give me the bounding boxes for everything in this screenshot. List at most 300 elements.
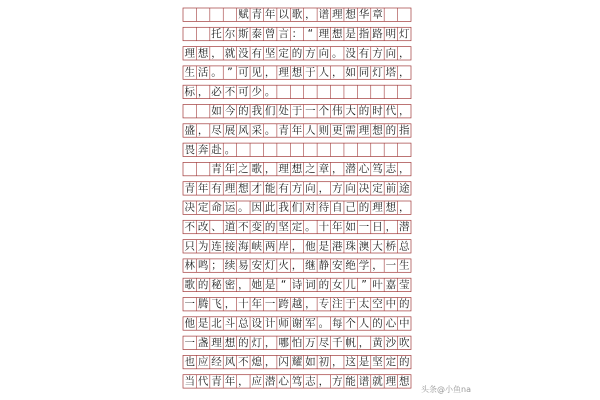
- grid-char: 闪: [278, 356, 289, 369]
- grid-row: [183, 374, 411, 388]
- grid-char: 之: [305, 163, 316, 176]
- grid-row: [183, 355, 411, 369]
- grid-char: 有: [251, 47, 263, 60]
- grid-char: 叶: [372, 278, 383, 291]
- grid-char: 年: [291, 124, 303, 137]
- grid-char: 她: [251, 278, 263, 291]
- grid-char: 指: [358, 28, 370, 41]
- grid-char: 是: [358, 356, 370, 369]
- grid-char: 标: [184, 85, 195, 98]
- grid-char: 理: [184, 47, 195, 60]
- grid-char: 活: [197, 66, 209, 79]
- grid-char: 不: [224, 85, 236, 98]
- grid-char: 以: [278, 8, 289, 21]
- grid-char: 明: [385, 28, 397, 41]
- grid-row: [183, 27, 411, 41]
- grid-char: 灯: [399, 28, 410, 41]
- grid-char: 年: [264, 8, 276, 21]
- grid-char: 理: [278, 66, 289, 79]
- grid-char: 理: [385, 375, 397, 388]
- grid-char: “: [280, 278, 287, 291]
- grid-char: 飞: [211, 298, 222, 311]
- grid-char: 赋: [238, 8, 249, 21]
- grid-char: ，: [358, 336, 370, 349]
- grid-char: 处: [278, 105, 289, 118]
- grid-char: 需: [345, 124, 356, 137]
- grid-char: 是: [345, 28, 356, 41]
- grid-char: 尔: [224, 28, 236, 41]
- grid-char: ，: [318, 182, 330, 195]
- grid-char: 途: [399, 182, 410, 195]
- grid-char: 怕: [291, 336, 303, 349]
- grid-char: ，: [264, 336, 276, 349]
- grid-char: 安: [331, 259, 343, 272]
- grid-char: 鸣: [197, 259, 209, 272]
- grid-char: 盛: [184, 124, 195, 137]
- grid-char: 连: [211, 240, 222, 253]
- grid-char: 理: [358, 124, 370, 137]
- grid-char: 坚: [264, 47, 276, 60]
- grid-char: 尽: [211, 124, 222, 137]
- grid-char: 安: [251, 259, 263, 272]
- grid-char: 更: [331, 124, 343, 137]
- grid-char: 可: [238, 85, 249, 98]
- grid-row: [183, 297, 411, 311]
- grid-char: 专: [318, 298, 330, 311]
- grid-char: 自: [331, 201, 343, 214]
- grid-char: 就: [372, 375, 383, 388]
- grid-char: 理: [211, 336, 222, 349]
- grid-char: 的: [238, 105, 249, 118]
- grid-char: 万: [305, 336, 316, 349]
- grid-char: 定: [291, 221, 303, 234]
- grid-row: [183, 259, 411, 273]
- grid-char: 空: [372, 298, 383, 311]
- grid-char: 黄: [372, 336, 383, 349]
- grid-char: 想: [331, 28, 343, 41]
- grid-char: 同: [358, 66, 370, 79]
- grid-char: 跨: [278, 298, 289, 311]
- grid-row: [183, 239, 411, 253]
- grid-char: 年: [331, 221, 343, 234]
- grid-char: 方: [291, 182, 303, 195]
- grid-row: [183, 317, 411, 331]
- grid-char: 总: [399, 240, 410, 253]
- grid-char: 是: [318, 240, 330, 253]
- grid-char: 则: [318, 124, 330, 137]
- grid-char: 一: [264, 298, 276, 311]
- grid-char: 人: [318, 66, 330, 79]
- grid-char: 总: [238, 317, 249, 330]
- grid-char: 今: [224, 105, 236, 118]
- grid-char: 的: [238, 336, 249, 349]
- grid-char: 我: [251, 105, 263, 118]
- grid-char: 定: [197, 201, 209, 214]
- grid-char: 应: [197, 356, 209, 369]
- grid-char: 的: [264, 221, 276, 234]
- grid-char: 斗: [224, 317, 236, 330]
- grid-char: 秘: [211, 278, 222, 291]
- grid-char: ，: [211, 47, 222, 60]
- grid-char: 日: [372, 221, 383, 234]
- grid-char: ，: [399, 66, 410, 79]
- grid-char: 不: [238, 356, 249, 369]
- grid-char: ，: [385, 221, 397, 234]
- grid-char: 年: [251, 298, 263, 311]
- grid-char: 的: [358, 105, 370, 118]
- grid-char: 年: [197, 182, 209, 195]
- grid-char: ，: [399, 163, 410, 176]
- grid-char: 潜: [264, 375, 276, 388]
- grid-char: 继: [305, 259, 316, 272]
- grid-char: 曾: [264, 28, 276, 41]
- grid-char: 塔: [385, 66, 397, 79]
- grid-char: 北: [211, 317, 222, 330]
- grid-char: ，: [264, 356, 276, 369]
- grid-char: 林: [184, 259, 195, 272]
- grid-char: 生: [184, 66, 195, 79]
- grid-char: 澳: [358, 240, 370, 253]
- grid-char: 有: [278, 182, 289, 195]
- grid-char: 们: [264, 105, 276, 118]
- grid-char: 有: [358, 47, 370, 60]
- grid-char: 两: [264, 240, 276, 253]
- grid-char: 理: [372, 201, 383, 214]
- grid-char: 有: [211, 182, 222, 195]
- grid-char: 时: [372, 105, 383, 118]
- grid-char: 定: [278, 47, 289, 60]
- grid-char: 理: [331, 8, 343, 21]
- grid-char: 方: [331, 375, 343, 388]
- grid-char: 对: [305, 201, 316, 214]
- grid-char: 是: [197, 317, 209, 330]
- grid-char: 灯: [372, 66, 383, 79]
- grid-row: [183, 162, 411, 176]
- grid-char: 潜: [345, 163, 356, 176]
- grid-char: 章: [372, 8, 383, 21]
- grid-char: 想: [224, 336, 236, 349]
- grid-char: 心: [278, 375, 289, 388]
- grid-char: 定: [372, 182, 383, 195]
- grid-char: 道: [224, 221, 236, 234]
- grid-row: [183, 181, 411, 195]
- grid-char: 章: [318, 163, 330, 176]
- grid-char: 学: [358, 259, 370, 272]
- grid-char: 笃: [372, 163, 383, 176]
- grid-char: 尽: [318, 336, 330, 349]
- grid-char: 谱: [358, 375, 370, 388]
- grid-char: ；: [211, 259, 222, 272]
- grid-row: [183, 66, 411, 80]
- grid-char: 于: [305, 66, 316, 79]
- grid-char: 莹: [399, 278, 410, 291]
- grid-char: 青: [184, 182, 195, 195]
- grid-char: 的: [197, 278, 209, 291]
- grid-char: 为: [197, 240, 209, 253]
- grid-char: 向: [385, 47, 397, 60]
- grid-char: 人: [358, 317, 370, 330]
- grid-char: 志: [385, 163, 397, 176]
- grid-char: ，: [291, 240, 303, 253]
- grid-row: [183, 278, 411, 292]
- grid-char: 没: [345, 47, 356, 60]
- grid-char: 绝: [345, 259, 356, 272]
- grid-char: 一: [184, 336, 195, 349]
- grid-char: 定: [385, 356, 397, 369]
- grid-char: 潜: [399, 221, 410, 234]
- grid-char: 灯: [251, 336, 263, 349]
- grid-char: 嘉: [385, 278, 397, 291]
- grid-char: 言: [278, 28, 289, 41]
- grid-char: 海: [238, 240, 249, 253]
- grid-row: [183, 85, 411, 99]
- grid-char: ，: [197, 85, 209, 98]
- grid-char: 大: [345, 105, 356, 118]
- grid-char: ，: [224, 298, 236, 311]
- grid-char: “: [307, 28, 314, 41]
- grid-char: 每: [331, 317, 343, 330]
- grid-char: ，: [264, 66, 276, 79]
- grid-char: 的: [385, 124, 397, 137]
- grid-row: [183, 201, 411, 215]
- grid-char: ，: [305, 8, 316, 21]
- grid-char: 中: [385, 298, 397, 311]
- grid-char: ，: [264, 163, 276, 176]
- grid-char: 方: [372, 47, 383, 60]
- grid-char: 师: [278, 317, 289, 330]
- grid-char: 泰: [251, 28, 263, 41]
- grid-char: 歌: [251, 163, 263, 176]
- grid-char: 一: [358, 221, 370, 234]
- grid-char: 的: [372, 317, 383, 330]
- grid-char: ，: [238, 375, 249, 388]
- grid-char: 只: [184, 240, 195, 253]
- grid-char: 接: [224, 240, 236, 253]
- grid-char: 哪: [278, 336, 289, 349]
- grid-char: 。: [211, 66, 222, 79]
- grid-char: 这: [345, 356, 356, 369]
- grid-char: 大: [372, 240, 383, 253]
- grid-char: ，: [399, 201, 410, 214]
- grid-char: ，: [331, 163, 343, 176]
- grid-char: 千: [331, 336, 343, 349]
- grid-char: 的: [318, 278, 330, 291]
- grid-char: 伟: [331, 105, 343, 118]
- grid-char: ，: [331, 356, 343, 369]
- grid-char: 想: [291, 163, 303, 176]
- grid-char: 熄: [251, 356, 263, 369]
- grid-char: 想: [197, 47, 209, 60]
- grid-char: 方: [331, 182, 343, 195]
- manuscript-grid: [181, 4, 413, 396]
- grid-char: 采: [251, 124, 263, 137]
- grid-char: 人: [305, 124, 316, 137]
- grid-char: 歌: [291, 8, 303, 21]
- watermark: 头条@小鱼na: [421, 385, 471, 394]
- grid-char: 注: [331, 298, 343, 311]
- grid-char: 想: [291, 66, 303, 79]
- grid-char: 军: [305, 317, 316, 330]
- grid-char: 沙: [385, 336, 397, 349]
- grid-row: [183, 143, 411, 157]
- grid-char: 坚: [372, 356, 383, 369]
- grid-char: ，: [238, 278, 249, 291]
- grid-char: 青: [211, 375, 222, 388]
- grid-char: 静: [318, 259, 330, 272]
- grid-char: 。: [238, 201, 249, 214]
- grid-char: 必: [211, 85, 222, 98]
- grid-char: 。: [331, 47, 343, 60]
- grid-char: 见: [251, 66, 263, 79]
- grid-char: 此: [264, 201, 276, 214]
- grid-char: 想: [345, 8, 356, 21]
- grid-char: 。: [305, 221, 316, 234]
- grid-char: 赴: [211, 143, 222, 156]
- grid-char: 的: [291, 47, 303, 60]
- grid-char: 因: [251, 201, 263, 214]
- grid-char: ，: [318, 375, 330, 388]
- grid-char: 歌: [184, 278, 195, 291]
- grid-char: 谢: [291, 317, 303, 330]
- grid-char: 想: [238, 182, 249, 195]
- grid-char: 少: [251, 85, 263, 98]
- grid-char: 儿: [345, 278, 356, 291]
- grid-char: 不: [238, 221, 249, 234]
- grid-char: 。: [264, 85, 276, 98]
- grid-char: 不: [184, 221, 195, 234]
- grid-char: 设: [251, 317, 263, 330]
- grid-char: 向: [318, 47, 330, 60]
- grid-char: 太: [358, 298, 370, 311]
- grid-char: 的: [358, 201, 370, 214]
- grid-char: 决: [184, 201, 195, 214]
- grid-char: 一: [305, 105, 316, 118]
- grid-char: 可: [238, 66, 249, 79]
- grid-char: ”: [361, 278, 367, 291]
- grid-char: ，: [197, 124, 209, 137]
- grid-char: 易: [238, 259, 249, 272]
- grid-char: 如: [211, 105, 222, 118]
- grid-char: 他: [305, 240, 316, 253]
- grid-char: 他: [184, 317, 195, 330]
- grid-char: 待: [318, 201, 330, 214]
- grid-char: 变: [251, 221, 263, 234]
- grid-char: 词: [305, 278, 316, 291]
- grid-char: 向: [345, 182, 356, 195]
- grid-char: 。: [264, 124, 276, 137]
- grid-char: 如: [345, 221, 356, 234]
- grid-char: 。: [318, 317, 330, 330]
- grid-char: 奔: [197, 143, 209, 156]
- grid-char: 腾: [197, 298, 209, 311]
- grid-char: 、: [211, 221, 222, 234]
- grid-char: 密: [224, 278, 236, 291]
- grid-char: 心: [385, 317, 397, 330]
- grid-char: 能: [264, 182, 276, 195]
- grid-char: 想: [372, 124, 383, 137]
- grid-char: 展: [224, 124, 236, 137]
- grid-char: ，: [331, 66, 343, 79]
- grid-row: [183, 8, 411, 22]
- grid-char: 就: [224, 47, 236, 60]
- grid-char: 路: [372, 28, 383, 41]
- grid-char: 运: [224, 201, 236, 214]
- grid-char: 坚: [278, 221, 289, 234]
- grid-char: 青: [211, 163, 222, 176]
- grid-row: [183, 46, 411, 60]
- grid-char: 之: [238, 163, 249, 176]
- grid-char: 己: [345, 201, 356, 214]
- grid-row: [183, 336, 411, 350]
- grid-char: 前: [385, 182, 397, 195]
- grid-char: 女: [331, 278, 343, 291]
- grid-char: 盏: [197, 336, 209, 349]
- grid-char: 斯: [238, 28, 249, 41]
- grid-char: ，: [399, 105, 410, 118]
- grid-char: 谱: [318, 8, 330, 21]
- grid-char: 青: [278, 124, 289, 137]
- grid-char: 于: [345, 298, 356, 311]
- grid-char: 应: [251, 375, 263, 388]
- grid-char: 才: [251, 182, 263, 195]
- grid-char: 如: [345, 66, 356, 79]
- grid-char: 想: [399, 375, 410, 388]
- grid-char: 珠: [345, 240, 356, 253]
- grid-row: [183, 104, 411, 118]
- grid-char: ，: [372, 259, 383, 272]
- grid-char: 峡: [251, 240, 263, 253]
- grid-char: 理: [278, 163, 289, 176]
- grid-row: [183, 220, 411, 234]
- grid-char: 风: [224, 356, 236, 369]
- grid-char: 托: [211, 28, 222, 41]
- grid-char: 风: [238, 124, 249, 137]
- grid-char: 港: [331, 240, 343, 253]
- grid-char: 个: [345, 317, 356, 330]
- grid-char: 青: [251, 8, 263, 21]
- grid-char: 于: [291, 105, 303, 118]
- grid-char: 改: [197, 221, 209, 234]
- grid-char: 命: [211, 201, 222, 214]
- grid-char: 理: [224, 182, 236, 195]
- grid-char: 年: [224, 375, 236, 388]
- grid-char: 十: [318, 221, 330, 234]
- grid-char: 笃: [291, 375, 303, 388]
- grid-char: 火: [278, 259, 289, 272]
- grid-char: 一: [184, 298, 195, 311]
- grid-char: 续: [224, 259, 236, 272]
- grid-char: ，: [291, 259, 303, 272]
- grid-char: 中: [399, 317, 410, 330]
- grid-char: ：: [291, 28, 303, 41]
- grid-char: 能: [345, 375, 356, 388]
- grid-char: 我: [278, 201, 289, 214]
- grid-char: 。: [224, 143, 236, 156]
- grid-char: 十: [238, 298, 249, 311]
- grid-char: 生: [399, 259, 410, 272]
- grid-char: 灯: [264, 259, 276, 272]
- essay-sheet: [181, 4, 413, 396]
- grid-char: 当: [184, 375, 195, 388]
- grid-char: 代: [385, 105, 397, 118]
- grid-char: 们: [291, 201, 303, 214]
- grid-char: 代: [197, 375, 209, 388]
- grid-char: 帆: [345, 336, 356, 349]
- grid-char: 没: [238, 47, 249, 60]
- grid-char: 耀: [291, 356, 303, 369]
- grid-char: 华: [358, 8, 370, 21]
- grid-char: ，: [305, 298, 316, 311]
